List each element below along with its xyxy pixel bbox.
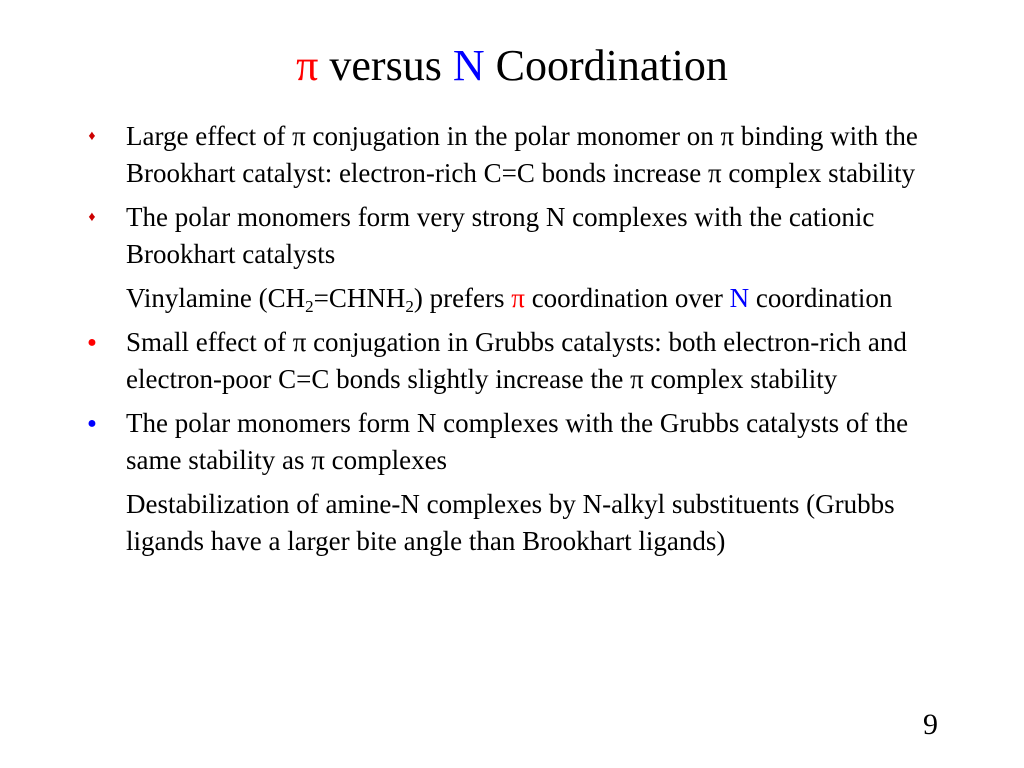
sub-paragraph-destabilization	[80, 486, 940, 560]
sub-paragraph-vinylamine	[80, 280, 940, 317]
bullet-item-4	[80, 405, 940, 479]
slide-title	[0, 40, 1024, 92]
slide-body	[80, 118, 940, 567]
red-dot-bullet-icon: ●	[87, 334, 97, 351]
vinyl-subscript-1: 2	[305, 297, 314, 316]
diamond-bullet-icon: ♦	[88, 129, 96, 144]
title-rest: Coordination	[484, 41, 728, 90]
destabilization-text: Destabilization of amine-N complexes by N-alkyl substituents (Grubbs ligands have a larger bite angle than Brookhart ligands)	[126, 489, 895, 556]
bullet-item-3	[80, 324, 940, 398]
page-number: 9	[923, 708, 938, 741]
vinyl-n: N	[729, 283, 750, 313]
vinyl-after: ) prefers	[413, 283, 512, 313]
title-n: N	[452, 41, 485, 90]
diamond-bullet-icon: ♦	[88, 210, 96, 225]
blue-dot-bullet-icon: ●	[87, 415, 97, 432]
bullet-text-4: The polar monomers form N complexes with the Grubbs catalysts of the same stability as π complexes	[126, 408, 909, 475]
title-versus: versus	[318, 41, 453, 90]
vinyl-prefix: Vinylamine (CH	[126, 283, 306, 313]
vinyl-pi: π	[511, 283, 525, 313]
bullet-item-2	[80, 199, 940, 273]
vinyl-coordination: coordination over	[524, 283, 730, 313]
vinyl-subscript-2: 2	[405, 297, 414, 316]
bullet-text-2: The polar monomers form very strong N complexes with the cationic Brookhart catalysts	[126, 202, 875, 269]
title-pi: π	[296, 41, 319, 90]
bullet-text-1: Large effect of π conjugation in the polar monomer on π binding with the Brookhart catalyst: electron-rich C=C bonds increase π complex stability	[126, 121, 918, 188]
vinyl-end: coordination	[749, 283, 893, 313]
bullet-item-1	[80, 118, 940, 192]
bullet-text-3: Small effect of π conjugation in Grubbs catalysts: both electron-rich and electron-poor C=C bonds slightly increase the π complex stability	[126, 327, 907, 394]
vinyl-mid: =CHNH	[313, 283, 406, 313]
